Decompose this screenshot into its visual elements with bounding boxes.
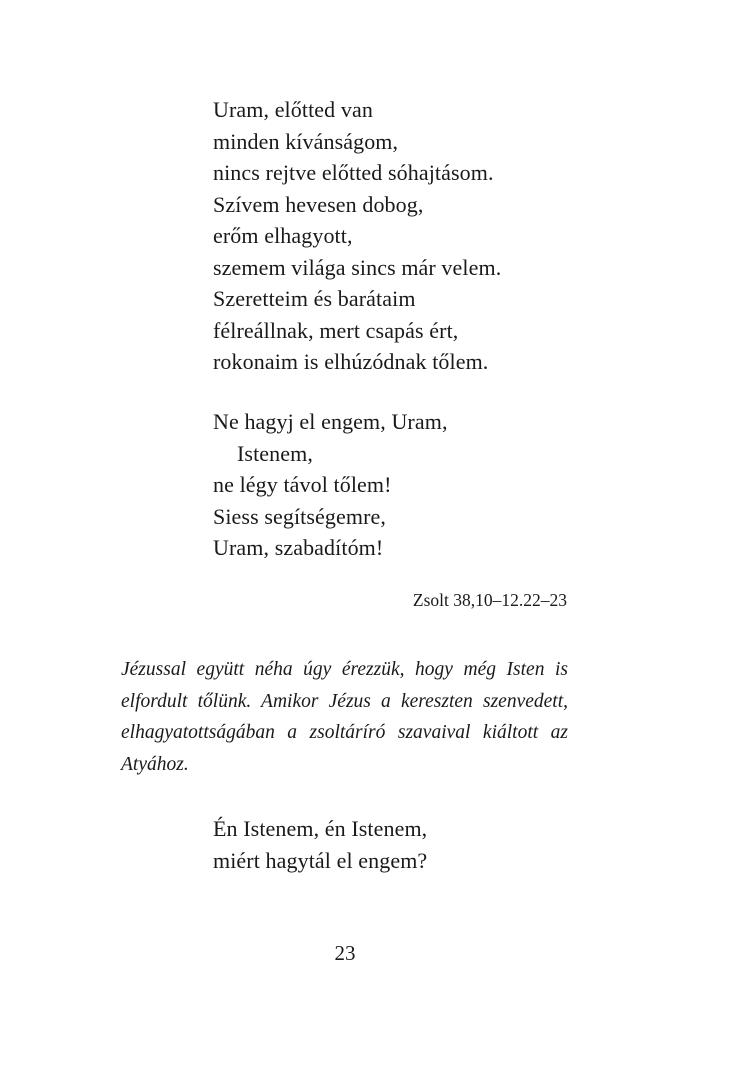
scripture-reference: Zsolt 38,10–12.22–23 bbox=[412, 590, 567, 610]
page-number: 23 bbox=[334, 941, 356, 965]
commentary-paragraph: Jézussal együtt néha úgy érezzük, hogy még Isten is elfordult tőlünk. Amikor Jézus a kereszten szenvedett, elhagyatottságában a zsoltáríró szavaival kiáltott az Atyához. bbox=[121, 659, 568, 775]
verse-line: Siess segítségemre, bbox=[213, 503, 386, 529]
verse-line: Uram, előtted van bbox=[213, 97, 373, 122]
verse-line: Uram, szabadítóm! bbox=[213, 535, 384, 560]
psalm-stanza-2 bbox=[213, 406, 448, 564]
verse-line: minden kívánságom, bbox=[213, 128, 399, 154]
verse-line-continuation: Istenem, bbox=[237, 440, 313, 466]
quote-stanza bbox=[213, 813, 427, 876]
verse-line: szemem világa sincs már velem. bbox=[213, 254, 502, 280]
verse-line: félreállnak, mert csapás ért, bbox=[213, 317, 459, 343]
verse-line: rokonaim is elhúzódnak tőlem. bbox=[213, 349, 489, 374]
verse-line: Én Istenem, én Istenem, bbox=[213, 816, 428, 841]
verse-line: miért hagytál el engem? bbox=[213, 847, 428, 873]
verse-line: erőm elhagyott, bbox=[213, 223, 353, 248]
psalm-stanza-1 bbox=[213, 94, 501, 378]
verse-line: Szívem hevesen dobog, bbox=[213, 191, 424, 217]
verse-line: ne légy távol tőlem! bbox=[213, 472, 392, 497]
verse-line: Szeretteim és barátaim bbox=[213, 286, 416, 311]
verse-line: Ne hagyj el engem, Uram, bbox=[213, 409, 448, 434]
verse-line: nincs rejtve előtted sóhajtásom. bbox=[213, 160, 494, 185]
